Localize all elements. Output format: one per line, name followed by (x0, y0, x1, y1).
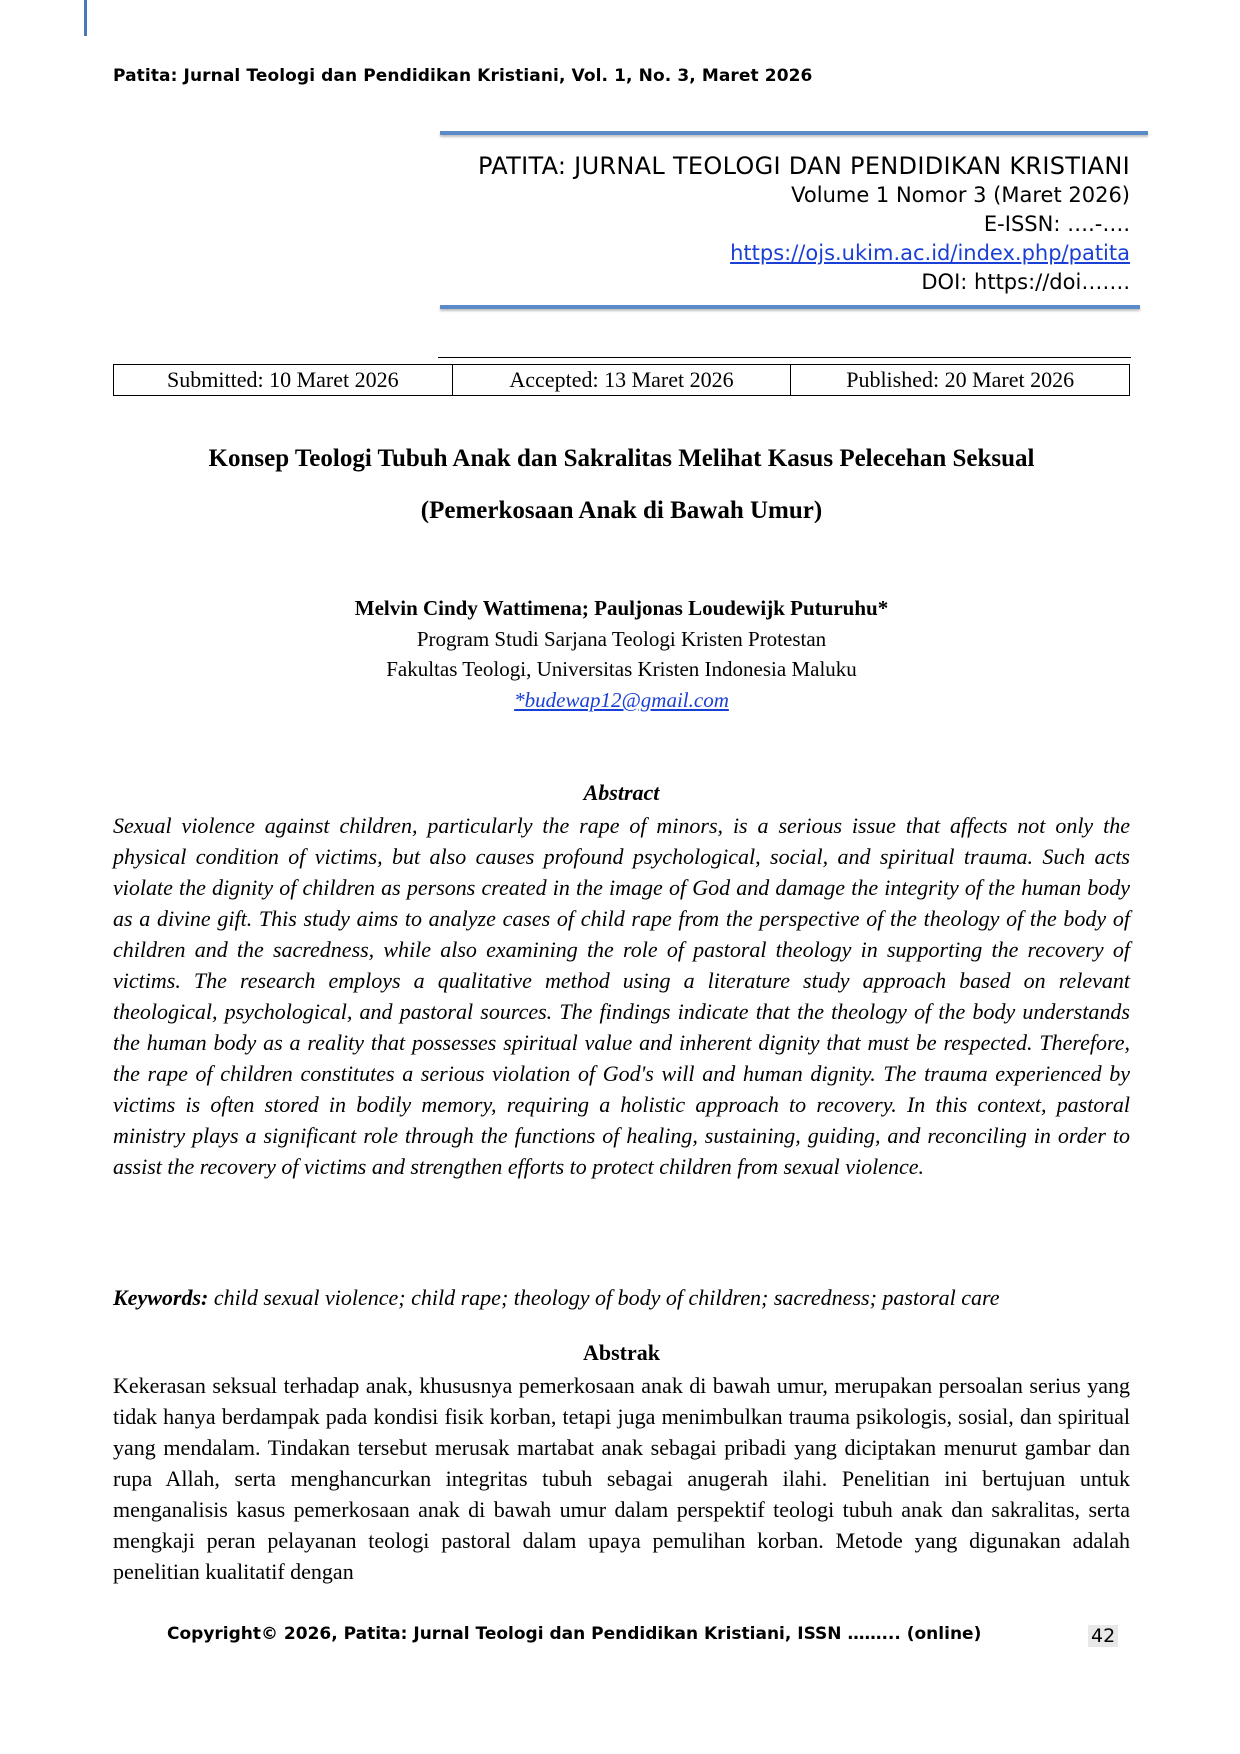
abstrak-heading: Abstrak (582, 1340, 660, 1365)
article-title-line1: Konsep Teologi Tubuh Anak dan Sakralitas Melihat Kasus Pelecehan Seksual (208, 445, 1035, 472)
affiliation-program: Program Studi Sarjana Teologi Kristen Protestan (416, 627, 827, 651)
page-number: 42 (1088, 1625, 1118, 1647)
article-title-line2: (Pemerkosaan Anak di Bawah Umur) (420, 497, 823, 524)
dates-table (113, 364, 1130, 396)
keywords-text: child sexual violence; child rape; theology of body of children; sacredness; pastoral care (208, 1285, 1000, 1310)
abstract-heading: Abstract (583, 780, 660, 805)
abstrak-text: Kekerasan seksual terhadap anak, khususnya pemerkosaan anak di bawah umur, merupakan persoalan serius yang tidak hanya berdampak pada kondisi fisik korban, tetapi juga menimbulkan trauma psikologis, sosial, dan spiritual yang mendalam. Tindakan tersebut merusak martabat anak sebagai pribadi yang diciptakan menurut gambar dan rupa Allah, serta menghancurkan integritas tubuh sebagai anugerah ilahi. Penelitian ini bertujuan untuk menganalisis kasus pemerkosaan anak di bawah umur dalam perspektif teologi tubuh anak dan sakralitas, serta mengkaji peran pelayanan teologi pastoral dalam upaya pemulihan korban. Metode yang digunakan adalah penelitian kualitatif dengan (113, 1373, 1130, 1584)
header-rule-top (440, 131, 1148, 135)
journal-title: PATITA: JURNAL TEOLOGI DAN PENDIDIKAN KRISTIANI (478, 152, 1130, 180)
journal-volume: Volume 1 Nomor 3 (Maret 2026) (791, 183, 1130, 207)
published-date: Published: 20 Maret 2026 (790, 365, 1129, 395)
margin-marker (84, 0, 87, 36)
journal-info-block (478, 152, 1130, 297)
author-email-link[interactable]: *budewap12@gmail.com (514, 688, 729, 712)
running-head: Patita: Jurnal Teologi dan Pendidikan Kristiani, Vol. 1, No. 3, Maret 2026 (113, 66, 813, 86)
submitted-date: Submitted: 10 Maret 2026 (167, 367, 399, 392)
keywords-label: Keywords: (113, 1285, 209, 1310)
journal-eissn: E-ISSN: ….-…. (983, 212, 1130, 236)
affiliation-faculty: Fakultas Teologi, Universitas Kristen Indonesia Maluku (386, 657, 857, 681)
header-rule-bottom (440, 305, 1140, 309)
keywords-line (113, 1285, 1143, 1311)
journal-url-link[interactable]: https://ojs.ukim.ac.id/index.php/patita (730, 241, 1130, 265)
footer-copyright: Copyright© 2026, Patita: Jurnal Teologi dan Pendidikan Kristiani, ISSN ……... (online) (167, 1624, 982, 1644)
accepted-date: Accepted: 13 Maret 2026 (452, 365, 791, 395)
authors: Melvin Cindy Wattimena; Pauljonas Loudewijk Puturuhu* (354, 596, 889, 620)
journal-doi: DOI: https://doi……. (921, 270, 1130, 294)
abstract-text: Sexual violence against children, particularly the rape of minors, is a serious issue that affects not only the physical condition of victims, but also causes profound psychological, social, and spiritual trauma. Such acts violate the dignity of children as persons created in the image of God and damage the integrity of the human body as a divine gift. This study aims to analyze cases of child rape from the perspective of the theology of the body of children and the sacredness, while also examining the role of pastoral theology in supporting the recovery of victims. The research employs a qualitative method using a literature study approach based on relevant theological, psychological, and pastoral sources. The findings indicate that the theology of the body understands the human body as a reality that possesses spiritual value and inherent dignity that must be respected. Therefore, the rape of children constitutes a serious violation of God's will and human dignity. The trauma experienced by victims is often stored in bodily memory, requiring a holistic approach to recovery. In this context, pastoral ministry plays a significant role through the functions of healing, sustaining, guiding, and reconciling in order to assist the recovery of victims and strengthen efforts to protect children from sexual violence. (113, 813, 1130, 1179)
thin-rule (438, 357, 1131, 358)
